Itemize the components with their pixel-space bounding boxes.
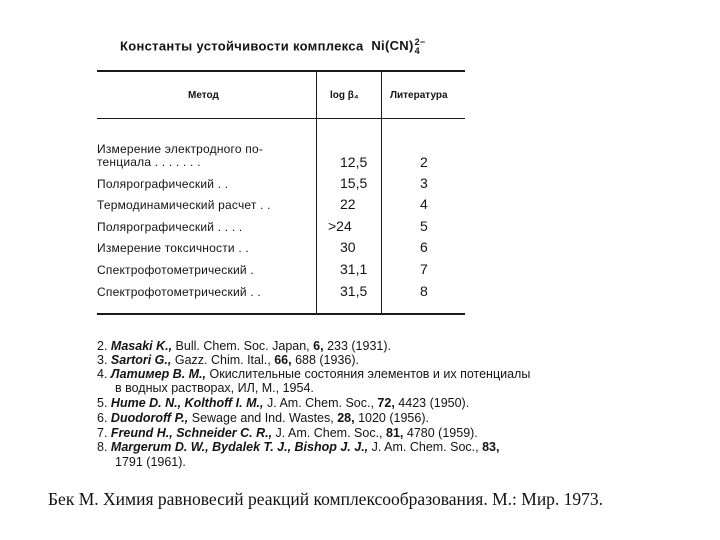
reference-item: 5. Hume D. N., Kolthoff I. M., J. Am. Chem. Soc., 72, 4423 (1950). (97, 396, 470, 410)
table-row-ref: 8 (420, 283, 428, 299)
title-formula (371, 37, 426, 56)
table-row-method: Спектрофотометрический . (97, 263, 254, 277)
title-text: Константы устойчивости комплекса (120, 38, 364, 54)
header-log-beta: log β₄ (330, 90, 359, 101)
table-row-log: >24 (328, 218, 352, 234)
reference-item: 3. Sartori G., Gazz. Chim. Ital., 66, 688 (1936). (97, 353, 359, 367)
table-row-ref: 4 (420, 196, 428, 212)
header-literature: Литература (390, 90, 448, 101)
table-row-log: 31,1 (340, 261, 368, 277)
table-row-method: Полярографический . . (97, 177, 229, 191)
table-bottom-rule (97, 313, 465, 315)
table-row-method: Полярографический . . . . (97, 220, 243, 234)
table-row-log: 12,5 (340, 154, 368, 170)
reference-item: 6. Duodoroff P., Sewage and Ind. Wastes, 28, 1020 (1956). (97, 411, 429, 425)
table-row-ref: 5 (420, 218, 428, 234)
source-caption: Бек М. Химия равновесий реакций комплексообразования. М.: Мир. 1973. (48, 489, 604, 509)
table-header-rule (97, 118, 465, 119)
reference-item-continuation: 1791 (1961). (115, 455, 186, 469)
formula-index: 4 (414, 46, 420, 56)
table-row-method: Измерение электродного по- (97, 142, 264, 156)
table-row-log: 30 (340, 239, 356, 255)
table-row-method: Измерение токсичности . . (97, 241, 249, 255)
table-row-ref: 7 (420, 261, 428, 277)
header-method: Метод (188, 90, 219, 101)
table-row-ref: 3 (420, 175, 428, 191)
table-row-log: 22 (340, 196, 356, 212)
reference-item: 8. Margerum D. W., Bydalek T. J., Bishop J. J., J. Am. Chem. Soc., 83, (97, 440, 500, 454)
table-row-ref: 6 (420, 239, 428, 255)
table-row-method: Спектрофотометрический . . (97, 285, 261, 299)
column-divider-1 (316, 72, 317, 314)
formula-base: Ni(CN) (371, 38, 414, 54)
reference-item: 7. Freund H., Schneider C. R., J. Am. Chem. Soc., 81, 4780 (1959). (97, 426, 478, 440)
table-top-rule (97, 70, 465, 72)
table-row-log: 15,5 (340, 175, 368, 191)
reference-item-continuation: в водных растворах, ИЛ, М., 1954. (115, 381, 314, 395)
formula-charge: 2− (414, 37, 426, 47)
reference-item: 4. Латимер В. М., Окислительные состояния элементов и их потенциалы (97, 367, 531, 381)
table-title (120, 38, 425, 56)
table-row-log: 31,5 (340, 283, 368, 299)
column-divider-2 (381, 72, 382, 314)
table-row-method: Термодинамический расчет . . (97, 198, 271, 212)
table-row-method: тенциала . . . . . . . (97, 155, 201, 169)
reference-item: 2. Masaki K., Bull. Chem. Soc. Japan, 6, 233 (1931). (97, 339, 391, 353)
table-row-ref: 2 (420, 154, 428, 170)
